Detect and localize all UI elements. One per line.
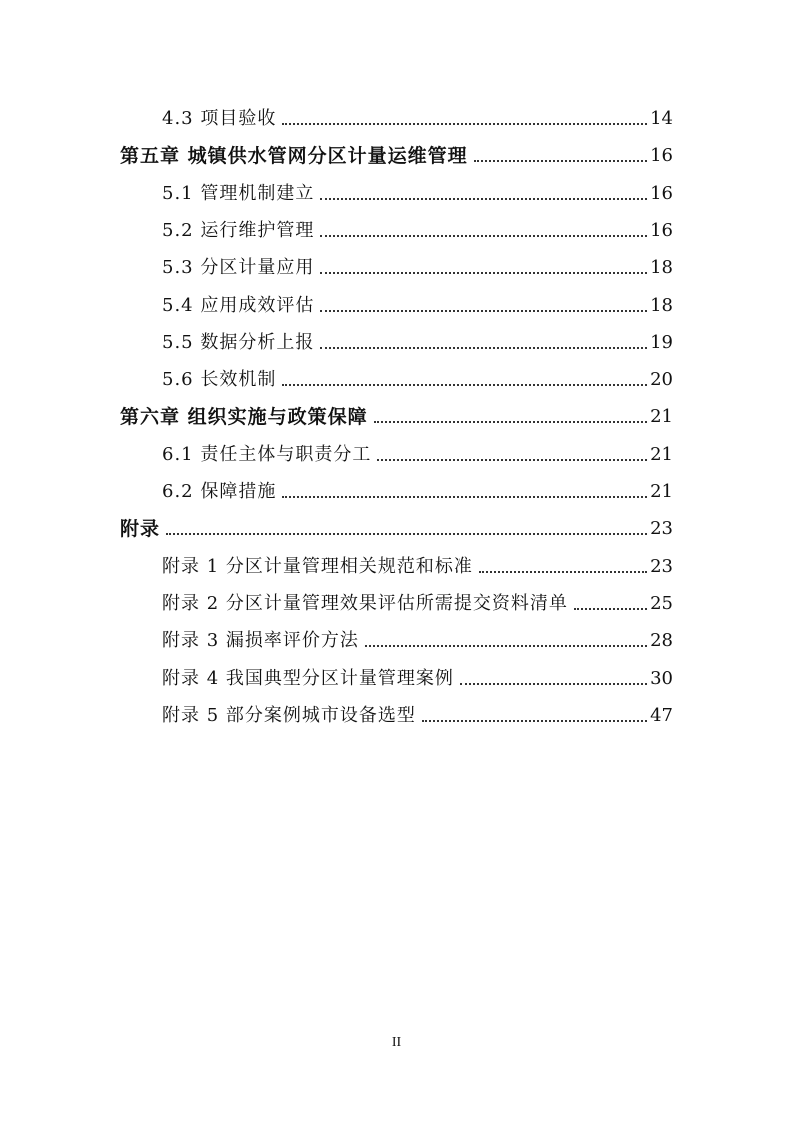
toc-entry[interactable]: [162, 436, 673, 466]
toc-dot-leader: [374, 421, 647, 423]
toc-entry[interactable]: [162, 249, 673, 279]
toc-entry[interactable]: [162, 660, 673, 690]
toc-dot-leader: [282, 123, 647, 125]
toc-dot-leader: [320, 310, 647, 312]
toc-dot-leader: [320, 272, 647, 274]
toc-entry[interactable]: [162, 212, 673, 242]
toc-entry-page: 23: [650, 555, 673, 577]
toc-dot-leader: [479, 571, 647, 573]
toc-entry-title: 第五章 城镇供水管网分区计量运维管理: [120, 145, 468, 168]
toc-entry[interactable]: [120, 137, 673, 167]
toc-entry-title: 附录 1 分区计量管理相关规范和标准: [162, 555, 473, 577]
toc-entry[interactable]: [162, 622, 673, 652]
toc-entry-page: 21: [650, 481, 673, 502]
toc-entry-page: 30: [650, 667, 673, 689]
toc-entry-title: 6.2 保障措施: [162, 481, 277, 502]
toc-entry-page: 16: [650, 145, 673, 167]
toc-entry-title: 5.3 分区计量应用: [162, 257, 315, 279]
toc-entry-title: 附录 3 漏损率评价方法: [162, 630, 359, 652]
toc-entry-page: 47: [650, 704, 673, 726]
toc-entry-title: 5.4 应用成效评估: [162, 294, 315, 316]
toc-entry-page: 16: [650, 219, 673, 241]
toc-entry-title: 附录 2 分区计量管理效果评估所需提交资料清单: [162, 592, 568, 614]
page-number: II: [391, 1035, 402, 1050]
toc-dot-leader: [377, 459, 647, 461]
toc-entry-title: 附录 5 部分案例城市设备选型: [162, 704, 416, 726]
toc-entry-page: 14: [650, 108, 673, 129]
toc-dot-leader: [282, 384, 647, 386]
toc-dot-leader: [574, 608, 647, 610]
toc-entry-page: 18: [650, 257, 673, 279]
toc-dot-leader: [282, 496, 647, 498]
toc-entry[interactable]: [162, 287, 673, 317]
toc-entry-title: 5.2 运行维护管理: [162, 219, 315, 241]
toc-entry[interactable]: [162, 585, 673, 615]
toc-entry[interactable]: [162, 100, 673, 130]
toc-entry-title: 第六章 组织实施与政策保障: [120, 406, 368, 429]
toc-entry-page: 20: [650, 369, 673, 391]
toc-entry-page: 16: [650, 182, 673, 204]
toc-entry-page: 19: [650, 331, 673, 353]
toc-dot-leader: [422, 720, 647, 722]
toc-dot-leader: [474, 160, 647, 162]
toc-entry[interactable]: [120, 510, 673, 540]
toc-entry[interactable]: [120, 398, 673, 428]
toc-entry[interactable]: [162, 548, 673, 578]
toc-entry[interactable]: [162, 697, 673, 727]
toc-entry-page: 21: [650, 406, 673, 428]
toc-entry-title: 5.6 长效机制: [162, 369, 277, 391]
toc-dot-leader: [365, 645, 647, 647]
toc-entry-page: 23: [650, 518, 673, 540]
toc-dot-leader: [320, 198, 647, 200]
toc-entry-title: 6.1 责任主体与职责分工: [162, 443, 372, 465]
toc-dot-leader: [320, 347, 647, 349]
toc-entry[interactable]: [162, 175, 673, 205]
toc-entry-page: 25: [650, 592, 673, 614]
toc-entry-title: 附录 4 我国典型分区计量管理案例: [162, 667, 454, 689]
toc-entry-page: 18: [650, 294, 673, 316]
toc-entry[interactable]: [162, 324, 673, 354]
toc-entry[interactable]: [162, 473, 673, 503]
toc-entry-title: 附录: [120, 518, 161, 541]
toc-entry-page: 21: [650, 443, 673, 465]
toc-dot-leader: [320, 235, 647, 237]
toc-entry-page: 28: [650, 630, 673, 652]
toc-dot-leader: [460, 683, 647, 685]
toc-dot-leader: [166, 533, 647, 535]
toc-entry-title: 5.5 数据分析上报: [162, 331, 315, 353]
toc-entry[interactable]: [162, 361, 673, 391]
toc-entry-title: 5.1 管理机制建立: [162, 182, 315, 204]
toc-entry-title: 4.3 项目验收: [162, 108, 277, 129]
